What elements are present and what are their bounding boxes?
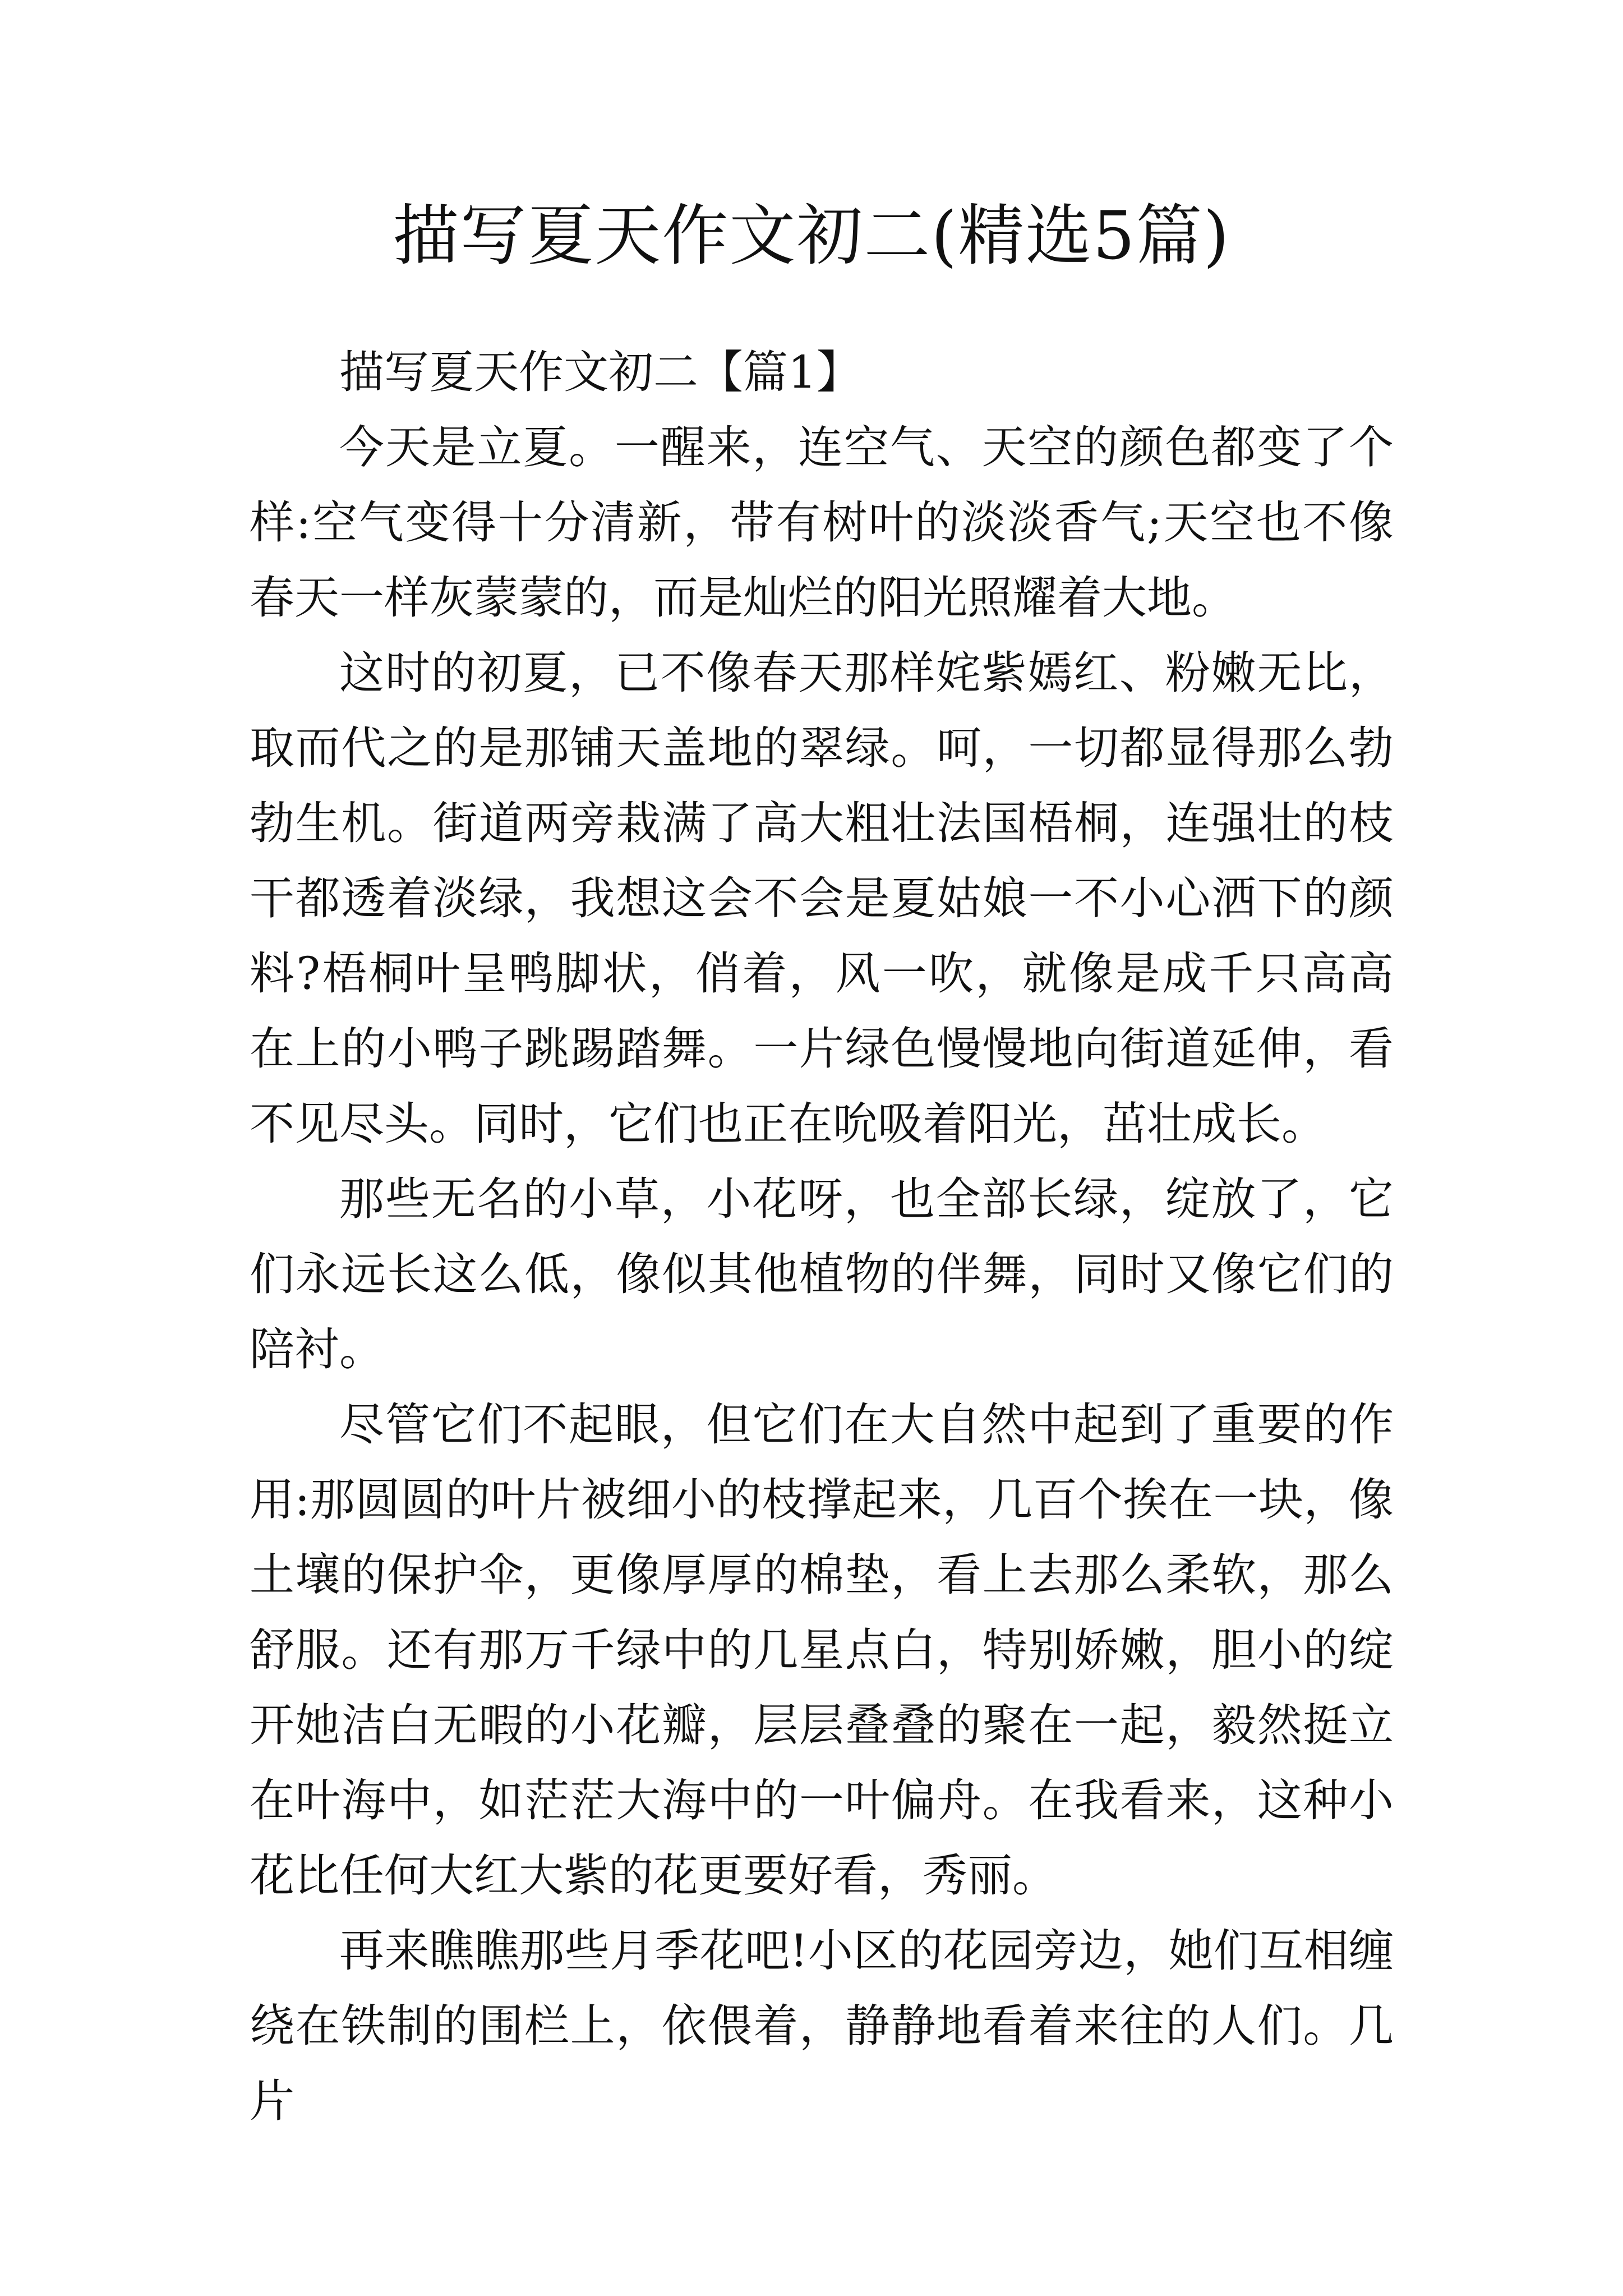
section-heading: 描写夏天作文初二【篇1】: [339, 346, 861, 398]
paragraph-4: 尽管它们不起眼，但它们在大自然中起到了重要的作用:那圆圆的叶片被细小的枝撑起来，几百个挨在一块，像土壤的保护伞，更像厚厚的棉垫，看上去那么柔软，那么舒服。还有那万千绿中的几星点白，特别娇嫩，胆小的绽开她洁白无暇的小花瓣，层层叠叠的聚在一起，毅然挺立在叶海中，如茫茫大海中的一叶偏舟。在我看来，这种小花比任何大红大紫的花更要好看，秀丽。: [250, 1398, 1394, 1902]
paragraph-1: 今天是立夏。一醒来，连空气、天空的颜色都变了个样:空气变得十分清新，带有树叶的淡淡香气;天空也不像春天一样灰蒙蒙的，而是灿烂的阳光照耀着大地。: [250, 421, 1394, 624]
paragraph-3: 那些无名的小草，小花呀，也全部长绿，绽放了，它们永远长这么低，像似其他植物的伴舞，同时又像它们的陪衬。: [250, 1173, 1394, 1375]
paragraph-2: 这时的初夏，已不像春天那样姹紫嫣红、粉嫩无比，取而代之的是那铺天盖地的翠绿。呵，一切都显得那么勃勃生机。街道两旁栽满了高大粗壮法国梧桐，连强壮的枝干都透着淡绿，我想这会不会是夏姑娘一不小心洒下的颜料?梧桐叶呈鸭脚状，俏着，风一吹，就像是成千只高高在上的小鸭子跳踢踏舞。一片绿色慢慢地向街道延伸，看不见尽头。同时，它们也正在吮吸着阳光，茁壮成长。: [250, 647, 1394, 1150]
document-body: [250, 335, 1394, 2139]
paragraph-5: 再来瞧瞧那些月季花吧!小区的花园旁边，她们互相缠绕在铁制的围栏上，依偎着，静静地看着来往的人们。几片: [250, 1925, 1394, 2127]
document-title: 描写夏天作文初二(精选5篇): [393, 197, 1230, 274]
